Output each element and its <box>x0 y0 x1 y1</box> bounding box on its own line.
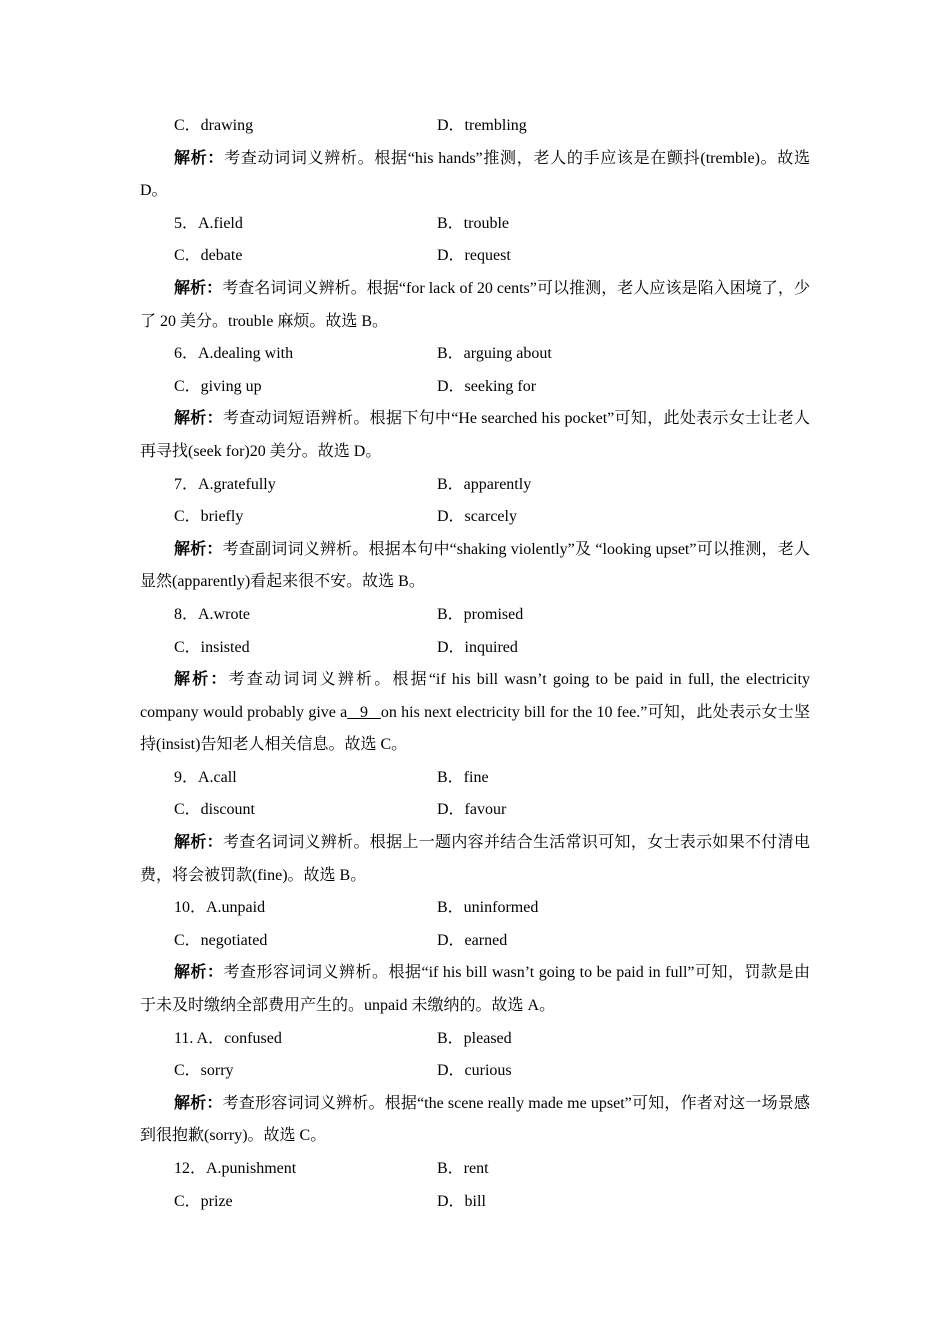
option-a: 5．A.field <box>174 214 243 232</box>
analysis-paragraph <box>140 534 810 599</box>
option-c: C．insisted <box>174 638 250 656</box>
option-c: C．sorry <box>174 1062 234 1080</box>
option-d: D．inquired <box>437 638 518 656</box>
option-row <box>140 338 810 371</box>
option-row <box>140 208 810 241</box>
option-row <box>140 240 810 273</box>
option-c: C．briefly <box>174 508 244 526</box>
option-row <box>140 371 810 404</box>
option-b: B．apparently <box>437 475 532 493</box>
option-row <box>140 1023 810 1056</box>
option-row <box>140 925 810 958</box>
question-block <box>140 469 810 599</box>
option-b: B．uninformed <box>437 899 539 917</box>
option-row <box>140 110 810 143</box>
option-a: 12．A.punishment <box>174 1160 297 1177</box>
analysis-text-pre: 考查动词词义辨析。根据“if his bill wasn’t going to be paid in full, the electricity company would probably give a <box>140 671 810 721</box>
analysis-text: 考查动词词义辨析。根据“his hands”推测，老人的手应该是在颤抖(tremble)。故选D。 <box>140 149 810 200</box>
question-block <box>140 338 810 468</box>
option-a: 6．A.dealing with <box>174 345 294 363</box>
option-b: B．promised <box>437 605 524 623</box>
question-block <box>140 892 810 1022</box>
option-b: B．rent <box>437 1160 489 1177</box>
analysis-text: 考查名词词义辨析。根据上一题内容并结合生活常识可知，女士表示如果不付清电费，将会被罚款(fine)。故选 B。 <box>140 834 810 884</box>
analysis-text: 考查形容词词义辨析。根据“if his bill wasn’t going to be paid in full”可知，罚款是由于未及时缴纳全部费用产生的。unpaid 未缴纳的。故选 A。 <box>140 964 810 1015</box>
option-d: D．scarcely <box>437 508 517 526</box>
option-d: D．request <box>437 247 511 265</box>
option-a: 8．A.wrote <box>174 605 250 623</box>
analysis-label: 解析： <box>174 540 223 558</box>
blank-9: 9 <box>347 703 381 721</box>
option-row <box>140 501 810 534</box>
analysis-paragraph <box>140 403 810 468</box>
question-block <box>140 110 810 208</box>
option-d: D．favour <box>437 801 507 819</box>
option-d: D．seeking for <box>437 377 537 395</box>
option-c: C．prize <box>174 1192 233 1210</box>
analysis-label: 解析： <box>174 834 223 852</box>
analysis-paragraph <box>140 273 810 338</box>
option-d: D．trembling <box>437 117 527 134</box>
document-page <box>140 110 810 1218</box>
option-c: C．drawing <box>174 117 254 134</box>
option-row <box>140 599 810 632</box>
option-row <box>140 762 810 795</box>
analysis-paragraph <box>140 143 810 208</box>
analysis-paragraph <box>140 1088 810 1153</box>
question-block <box>140 599 810 762</box>
analysis-paragraph <box>140 664 810 762</box>
option-a: 10．A.unpaid <box>174 899 266 917</box>
analysis-text: 考查形容词词义辨析。根据“the scene really made me upset”可知，作者对这一场景感到很抱歉(sorry)。故选 C。 <box>140 1094 810 1145</box>
analysis-label: 解析： <box>174 279 223 297</box>
analysis-label: 解析： <box>174 964 224 982</box>
option-b: B．fine <box>437 768 489 786</box>
question-block <box>140 1023 810 1153</box>
option-b: B．pleased <box>437 1029 512 1047</box>
option-d: D．earned <box>437 931 508 949</box>
option-row <box>140 794 810 827</box>
option-row <box>140 892 810 925</box>
option-row <box>140 469 810 502</box>
option-d: D．bill <box>437 1192 486 1210</box>
option-d: D．curious <box>437 1062 512 1080</box>
analysis-label: 解析： <box>174 671 229 689</box>
option-b: B．trouble <box>437 214 509 232</box>
analysis-paragraph <box>140 957 810 1022</box>
option-c: C．discount <box>174 801 255 819</box>
option-row <box>140 1055 810 1088</box>
option-row <box>140 1186 810 1219</box>
question-block <box>140 1153 810 1218</box>
option-a: 9．A.call <box>174 768 237 786</box>
analysis-label: 解析： <box>174 410 223 428</box>
option-c: C．giving up <box>174 377 262 395</box>
option-a: 7．A.gratefully <box>174 475 276 493</box>
analysis-label: 解析： <box>174 1094 223 1112</box>
option-c: C．negotiated <box>174 931 268 949</box>
option-row <box>140 1153 810 1186</box>
question-block <box>140 762 810 892</box>
question-block <box>140 208 810 338</box>
option-row <box>140 632 810 665</box>
analysis-label: 解析： <box>174 149 225 167</box>
analysis-text: 考查名词词义辨析。根据“for lack of 20 cents”可以推测，老人应该是陷入困境了，少了 20 美分。trouble 麻烦。故选 B。 <box>140 279 810 330</box>
option-c: C．debate <box>174 247 243 265</box>
option-b: B．arguing about <box>437 345 552 363</box>
option-a: 11. A．confused <box>174 1029 282 1047</box>
analysis-text-post: on his next electricity bill for the 10 fee.”可知，此处表示女士坚持(insist)告知老人相关信息。故选 C。 <box>140 703 811 754</box>
analysis-text: 考查动词短语辨析。根据下句中“He searched his pocket”可知，此处表示女士让老人再寻找(seek for)20 美分。故选 D。 <box>140 410 810 460</box>
analysis-text: 考查副词词义辨析。根据本句中“shaking violently”及 “looking upset”可以推测，老人显然(apparently)看起来很不安。故选 B。 <box>140 540 810 591</box>
analysis-paragraph <box>140 827 810 892</box>
